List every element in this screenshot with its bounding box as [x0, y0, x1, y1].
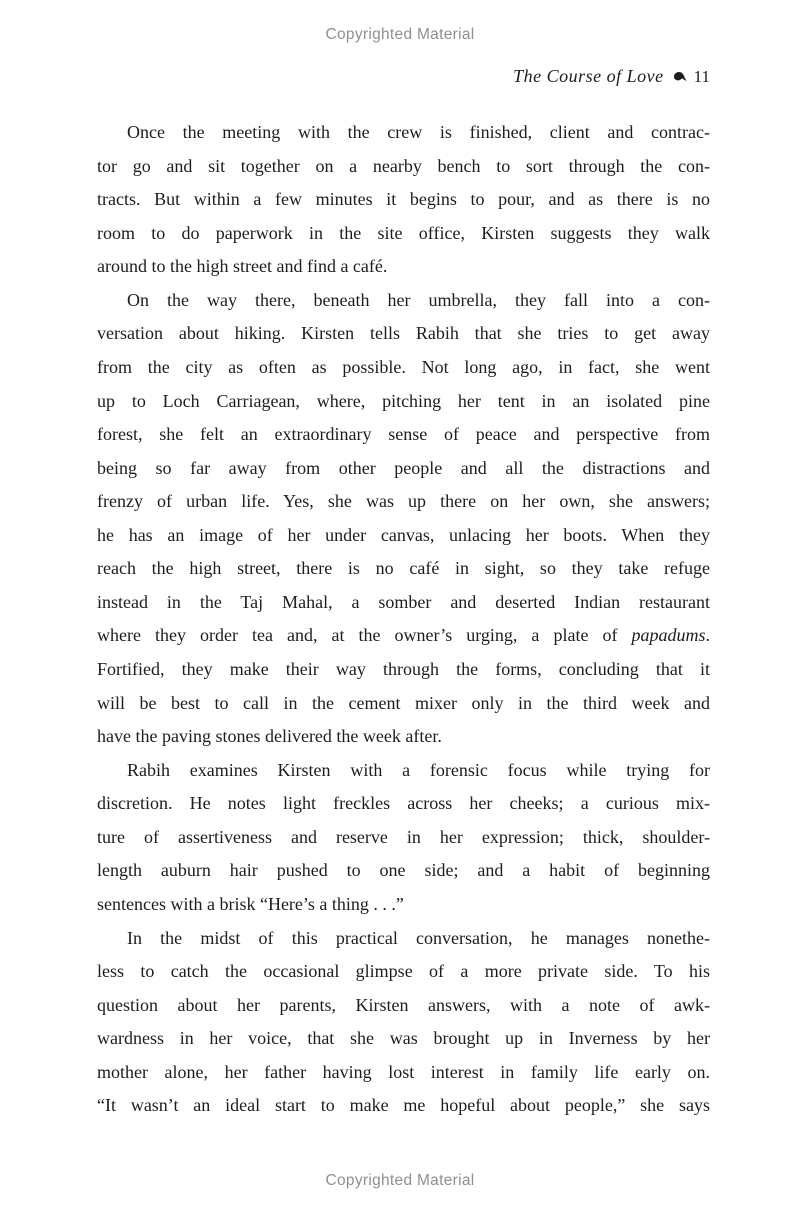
text-line: question about her parents, Kirsten answers, with a note of awk-: [97, 994, 710, 1015]
text-line: instead in the Taj Mahal, a somber and deserted Indian restaurant: [97, 591, 710, 612]
text-line: wardness in her voice, that she was brought up in Inverness by her: [97, 1028, 710, 1049]
text-line: tor go and sit together on a nearby bench to sort through the con-: [97, 155, 710, 176]
text-line: have the paving stones delivered the week after.: [97, 726, 442, 747]
copyright-watermark-top: Copyrighted Material: [325, 26, 475, 43]
running-head: [97, 66, 710, 87]
text-line: up to Loch Carriagean, where, pitching her tent in an isolated pine: [97, 390, 710, 411]
book-title: The Course of Love: [513, 66, 664, 86]
text-line: frenzy of urban life. Yes, she was up there on her own, she answers;: [97, 491, 710, 512]
text-line: Once the meeting with the crew is finished, client and contrac-: [127, 122, 710, 142]
text-line: length auburn hair pushed to one side; and a habit of beginning: [97, 860, 710, 881]
text-line: will be best to call in the cement mixer only in the third week and: [97, 692, 710, 713]
copyright-watermark-bottom: Copyrighted Material: [325, 1172, 475, 1189]
paragraph: [97, 754, 710, 922]
text-line: tracts. But within a few minutes it begins to pour, and as there is no: [97, 189, 710, 210]
text-line: from the city as often as possible. Not long ago, in fact, she went: [97, 356, 710, 377]
text-line: In the midst of this practical conversation, he manages nonethe-: [127, 927, 710, 948]
text-line: mother alone, her father having lost interest in family life early on.: [97, 1061, 710, 1082]
text-line: reach the high street, there is no café in sight, so they take refuge: [97, 558, 710, 579]
text-line: versation about hiking. Kirsten tells Rabih that she tries to get away: [97, 323, 710, 344]
fleuron-leaf-icon: [673, 67, 687, 88]
text-line: ture of assertiveness and reserve in her expression; thick, shoulder-: [97, 826, 710, 847]
text-line: Fortified, they make their way through the forms, concluding that it: [97, 659, 710, 679]
text-line: room to do paperwork in the site office, Kirsten suggests they walk: [97, 222, 710, 243]
paragraph: [97, 116, 710, 284]
text-line: where they order tea and, at the owner’s urging, a plate of papadums.: [97, 625, 710, 646]
text-line: he has an image of her under canvas, unlacing her boots. When they: [97, 524, 710, 545]
text-line: On the way there, beneath her umbrella, they fall into a con-: [127, 289, 710, 310]
text-line: around to the high street and find a café.: [97, 256, 388, 277]
text-line: less to catch the occasional glimpse of a more private side. To his: [97, 961, 710, 982]
paragraph: [97, 922, 710, 1123]
body-text: [97, 116, 710, 1123]
text-line: sentences with a brisk “Here’s a thing . . .”: [97, 893, 404, 914]
text-line: Rabih examines Kirsten with a forensic focus while trying for: [127, 759, 710, 780]
paragraph: [97, 284, 710, 754]
text-line: forest, she felt an extraordinary sense of peace and perspective from: [97, 424, 710, 445]
text-line: “It wasn’t an ideal start to make me hopeful about people,” she says: [97, 1095, 710, 1116]
text-line: being so far away from other people and all the distractions and: [97, 457, 710, 478]
text-line: discretion. He notes light freckles across her cheeks; a curious mix-: [97, 793, 710, 814]
page-number: 11: [693, 67, 710, 86]
